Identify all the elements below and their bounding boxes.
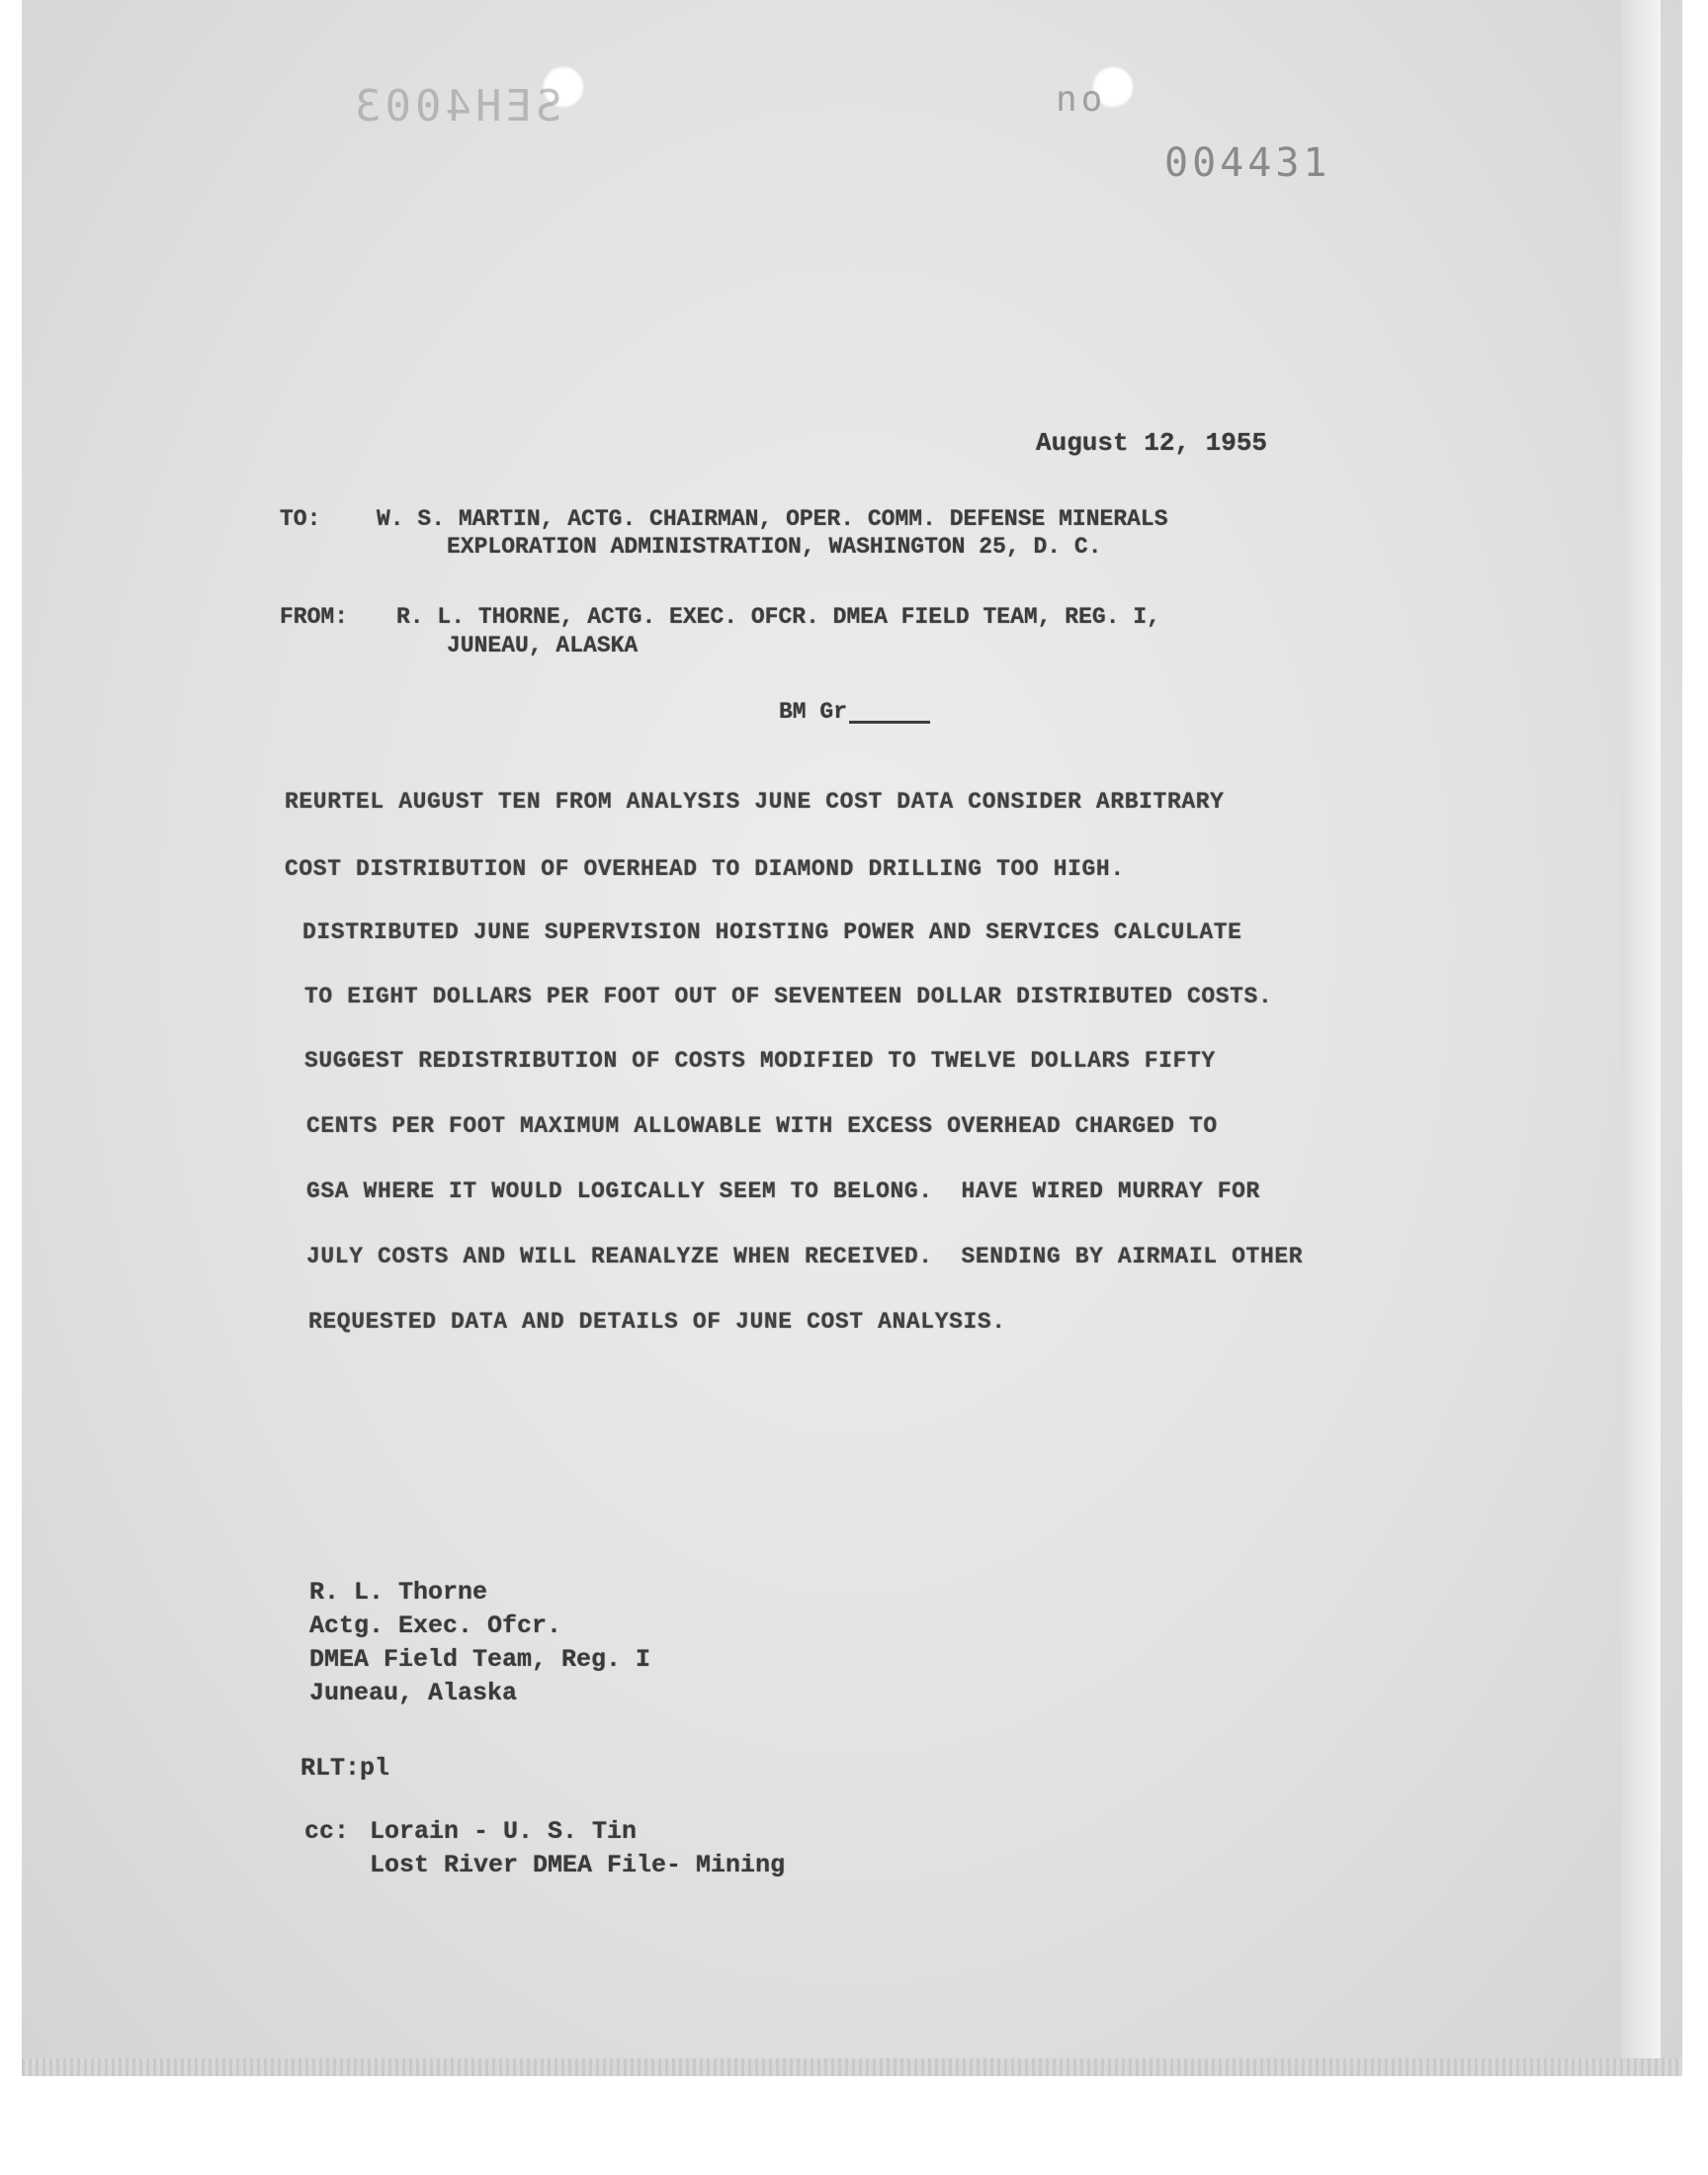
from-sender: R. L. THORNE, ACTG. EXEC. OFCR. DMEA FIELD TEAM, REG. I, <box>396 604 1160 630</box>
body-line: CENTS PER FOOT MAXIMUM ALLOWABLE WITH EXCESS OVERHEAD CHARGED TO <box>306 1113 1218 1139</box>
body-line: JULY COSTS AND WILL REANALYZE WHEN RECEIVED. SENDING BY AIRMAIL OTHER <box>306 1244 1304 1269</box>
cc-label: cc: <box>304 1817 350 1846</box>
reference-line <box>779 699 930 725</box>
cc-line-2: Lost River DMEA File- Mining <box>370 1851 786 1879</box>
reference-blank-rule <box>849 721 930 724</box>
to-label: TO: <box>280 506 321 532</box>
signature-name: R. L. Thorne <box>309 1578 488 1607</box>
page-edge-shadow <box>1621 0 1661 2071</box>
body-line: REURTEL AUGUST TEN FROM ANALYSIS JUNE COST DATA CONSIDER ARBITRARY <box>285 789 1225 815</box>
from-line-1 <box>280 604 1160 630</box>
body-line: COST DISTRIBUTION OF OVERHEAD TO DIAMOND DRILLING TOO HIGH. <box>285 856 1125 882</box>
reference-code: BM Gr <box>779 699 848 725</box>
scan-bottom-border <box>22 2058 1682 2076</box>
body-line: REQUESTED DATA AND DETAILS OF JUNE COST ANALYSIS. <box>308 1309 1006 1335</box>
mirrored-stamp: SEH4003 <box>351 81 562 131</box>
signature-team: DMEA Field Team, Reg. I <box>309 1645 651 1674</box>
typist-initials: RLT:pl <box>300 1754 390 1783</box>
corner-mark: no <box>1056 79 1107 120</box>
to-line-1 <box>280 506 1168 532</box>
body-line: DISTRIBUTED JUNE SUPERVISION HOISTING POWER AND SERVICES CALCULATE <box>302 919 1242 945</box>
from-line-2: JUNEAU, ALASKA <box>447 633 639 658</box>
document-page <box>22 0 1682 2071</box>
memo-date: August 12, 1955 <box>1036 428 1268 458</box>
to-line-2: EXPLORATION ADMINISTRATION, WASHINGTON 25, D. C. <box>447 534 1102 560</box>
body-line: SUGGEST REDISTRIBUTION OF COSTS MODIFIED TO TWELVE DOLLARS FIFTY <box>304 1048 1216 1074</box>
cc-recipient-1: Lorain - U. S. Tin <box>370 1817 638 1846</box>
document-number: 004431 <box>1164 140 1331 186</box>
to-recipient: W. S. MARTIN, ACTG. CHAIRMAN, OPER. COMM. DEFENSE MINERALS <box>377 506 1168 532</box>
body-line: GSA WHERE IT WOULD LOGICALLY SEEM TO BELONG. HAVE WIRED MURRAY FOR <box>306 1178 1260 1204</box>
body-line: TO EIGHT DOLLARS PER FOOT OUT OF SEVENTEEN DOLLAR DISTRIBUTED COSTS. <box>304 984 1273 1009</box>
from-label: FROM: <box>280 604 349 630</box>
signature-title: Actg. Exec. Ofcr. <box>309 1611 562 1640</box>
signature-location: Juneau, Alaska <box>309 1679 518 1707</box>
cc-line-1 <box>304 1817 637 1846</box>
